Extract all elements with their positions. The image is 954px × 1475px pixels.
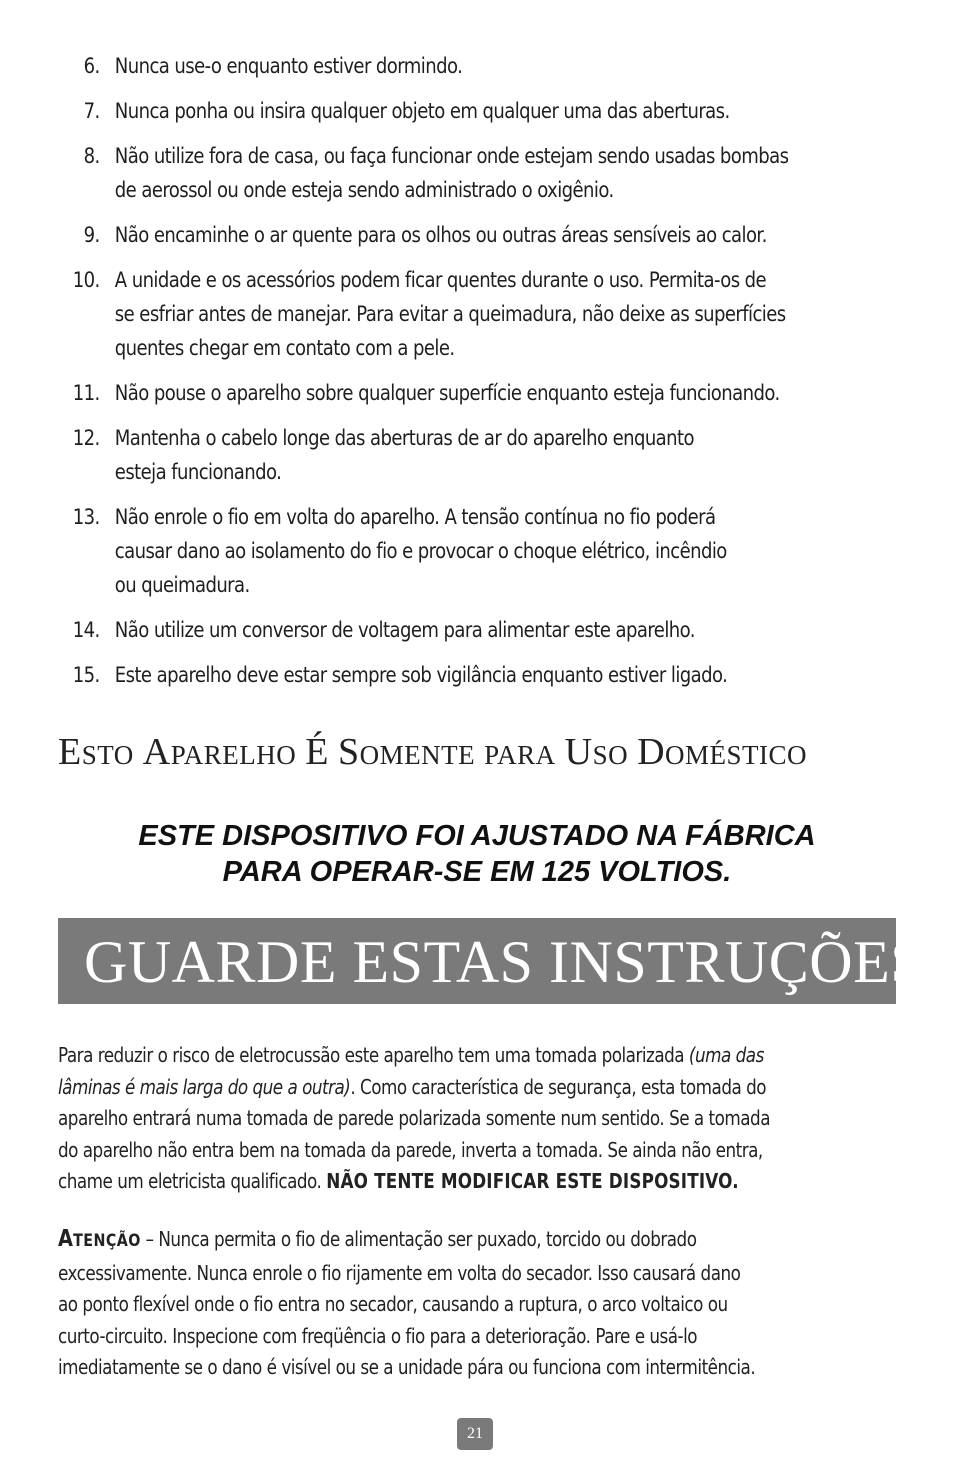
list-item-number: 12.	[72, 426, 100, 451]
list-item-text	[115, 422, 896, 490]
list-item-line: Nunca use-o enquanto estiver dormindo.	[114, 54, 463, 79]
list-item-text	[115, 140, 896, 208]
list-item-line: Este aparelho deve estar sempre sob vigilância enquanto estiver ligado.	[114, 663, 728, 688]
list-item-line: Mantenha o cabelo longe das aberturas de ar do aparelho enquanto	[114, 426, 694, 451]
list-item-line: ou queimadura.	[114, 573, 250, 598]
polarized-text: aparelho entrará numa tomada de parede polarizada somente num sentido. Se a tomada	[58, 1106, 771, 1130]
polarized-aside: (uma das	[688, 1043, 764, 1067]
list-item-text	[115, 501, 896, 603]
list-item-line: Não utilize um conversor de voltagem para alimentar este aparelho.	[114, 618, 695, 643]
attention-paragraph	[58, 1224, 898, 1384]
list-item-number: 8.	[83, 144, 100, 169]
heading-word: USO	[564, 731, 629, 773]
list-item-line: A unidade e os acessórios podem ficar quentes durante o uso. Permita-os de	[114, 268, 767, 293]
list-item-line: Não pouse o aparelho sobre qualquer superfície enquanto esteja funcionando.	[114, 381, 780, 406]
list-item-line: esteja funcionando.	[114, 460, 282, 485]
factory-voltage-note	[40, 818, 914, 890]
list-item-number: 9.	[83, 223, 100, 248]
list-item-number: 14.	[72, 618, 100, 643]
list-item	[56, 95, 896, 129]
list-item	[56, 50, 896, 84]
list-item-text	[115, 219, 896, 253]
list-item-line: quentes chegar em contato com a pele.	[114, 336, 455, 361]
section-heading-domestic-use	[58, 730, 918, 774]
list-item	[56, 140, 896, 208]
polarized-text: . Como característica de segurança, esta tomada do	[350, 1074, 767, 1099]
heading-word: APARELHO	[142, 731, 297, 773]
list-item	[56, 264, 896, 366]
list-item-line: de aerossol ou onde esteja sendo administrado o oxigênio.	[114, 178, 614, 203]
list-item-line: Não encaminhe o ar quente para os olhos ou outras áreas sensíveis ao calor.	[114, 223, 767, 248]
do-not-modify-warning: NÃO TENTE MODIFICAR ESTE DISPOSITIVO.	[326, 1169, 739, 1193]
save-instructions-banner	[58, 918, 925, 1004]
list-item-number: 15.	[72, 663, 100, 688]
list-item-number: 6.	[83, 54, 100, 79]
list-item-text	[115, 377, 896, 411]
heading-word: SOMENTE	[337, 731, 476, 773]
heading-word: PARA	[484, 740, 556, 770]
polarized-text: chame um eletricista qualificado.	[58, 1169, 327, 1193]
list-item-number: 10.	[72, 268, 100, 293]
safety-instructions-list	[56, 50, 896, 704]
list-item-number: 7.	[83, 99, 100, 124]
list-item-text	[115, 264, 896, 366]
attention-text: – Nunca permita o fio de alimentação ser puxado, torcido ou dobrado	[140, 1227, 697, 1251]
list-item	[56, 377, 896, 411]
factory-note-line-2: PARA OPERAR-SE EM 125 VOLTIOS.	[222, 856, 732, 888]
list-item-line: Não enrole o fio em volta do aparelho. A tensão contínua no fio poderá	[114, 505, 716, 530]
list-item-text	[115, 50, 896, 84]
list-item	[56, 219, 896, 253]
polarized-text: Para reduzir o risco de eletrocussão este aparelho tem uma tomada polarizada	[58, 1043, 689, 1067]
list-item-number: 11.	[72, 381, 100, 406]
page-number-badge: 21	[457, 1418, 493, 1450]
attention-text: imediatamente se o dano é visível ou se a unidade pára ou funciona com intermitência.	[58, 1355, 756, 1379]
list-item-number: 13.	[72, 505, 100, 530]
list-item-text	[115, 95, 896, 129]
heading-word: ESTO	[58, 731, 134, 773]
list-item-line: Nunca ponha ou insira qualquer objeto em qualquer uma das aberturas.	[114, 99, 730, 124]
list-item	[56, 659, 896, 693]
polarized-text: do aparelho não entra bem na tomada da parede, inverta a tomada. Se ainda não entra,	[58, 1137, 763, 1162]
list-item	[56, 614, 896, 648]
attention-label: ATENÇÃO	[58, 1226, 141, 1252]
list-item-line: causar dano ao isolamento do fio e provocar o choque elétrico, incêndio	[114, 539, 727, 564]
list-item	[56, 501, 896, 603]
attention-text: curto-circuito. Inspecione com freqüência o fio para a deterioração. Pare e usá-lo	[58, 1323, 698, 1348]
list-item-text	[115, 614, 896, 648]
list-item-line: Não utilize fora de casa, ou faça funcionar onde estejam sendo usadas bombas	[114, 144, 789, 169]
heading-word: DOMÉSTICO	[637, 731, 808, 773]
heading-word: É	[305, 731, 329, 773]
attention-text: ao ponto flexível onde o fio entra no secador, causando a ruptura, o arco voltaico ou	[58, 1292, 728, 1316]
list-item-text	[115, 659, 896, 693]
attention-text: excessivamente. Nunca enrole o fio rijamente em volta do secador. Isso causará dano	[58, 1260, 741, 1285]
list-item	[56, 422, 896, 490]
polarized-plug-paragraph	[58, 1040, 898, 1198]
list-item-line: se esfriar antes de manejar. Para evitar a queimadura, não deixe as superfícies	[114, 302, 786, 327]
polarized-aside-cont: lâminas é mais larga do que a outra)	[58, 1074, 351, 1099]
banner-title: GUARDE ESTAS INSTRUÇÕES	[84, 929, 925, 995]
factory-note-line-1: ESTE DISPOSITIVO FOI AJUSTADO NA FÁBRICA	[138, 820, 816, 852]
